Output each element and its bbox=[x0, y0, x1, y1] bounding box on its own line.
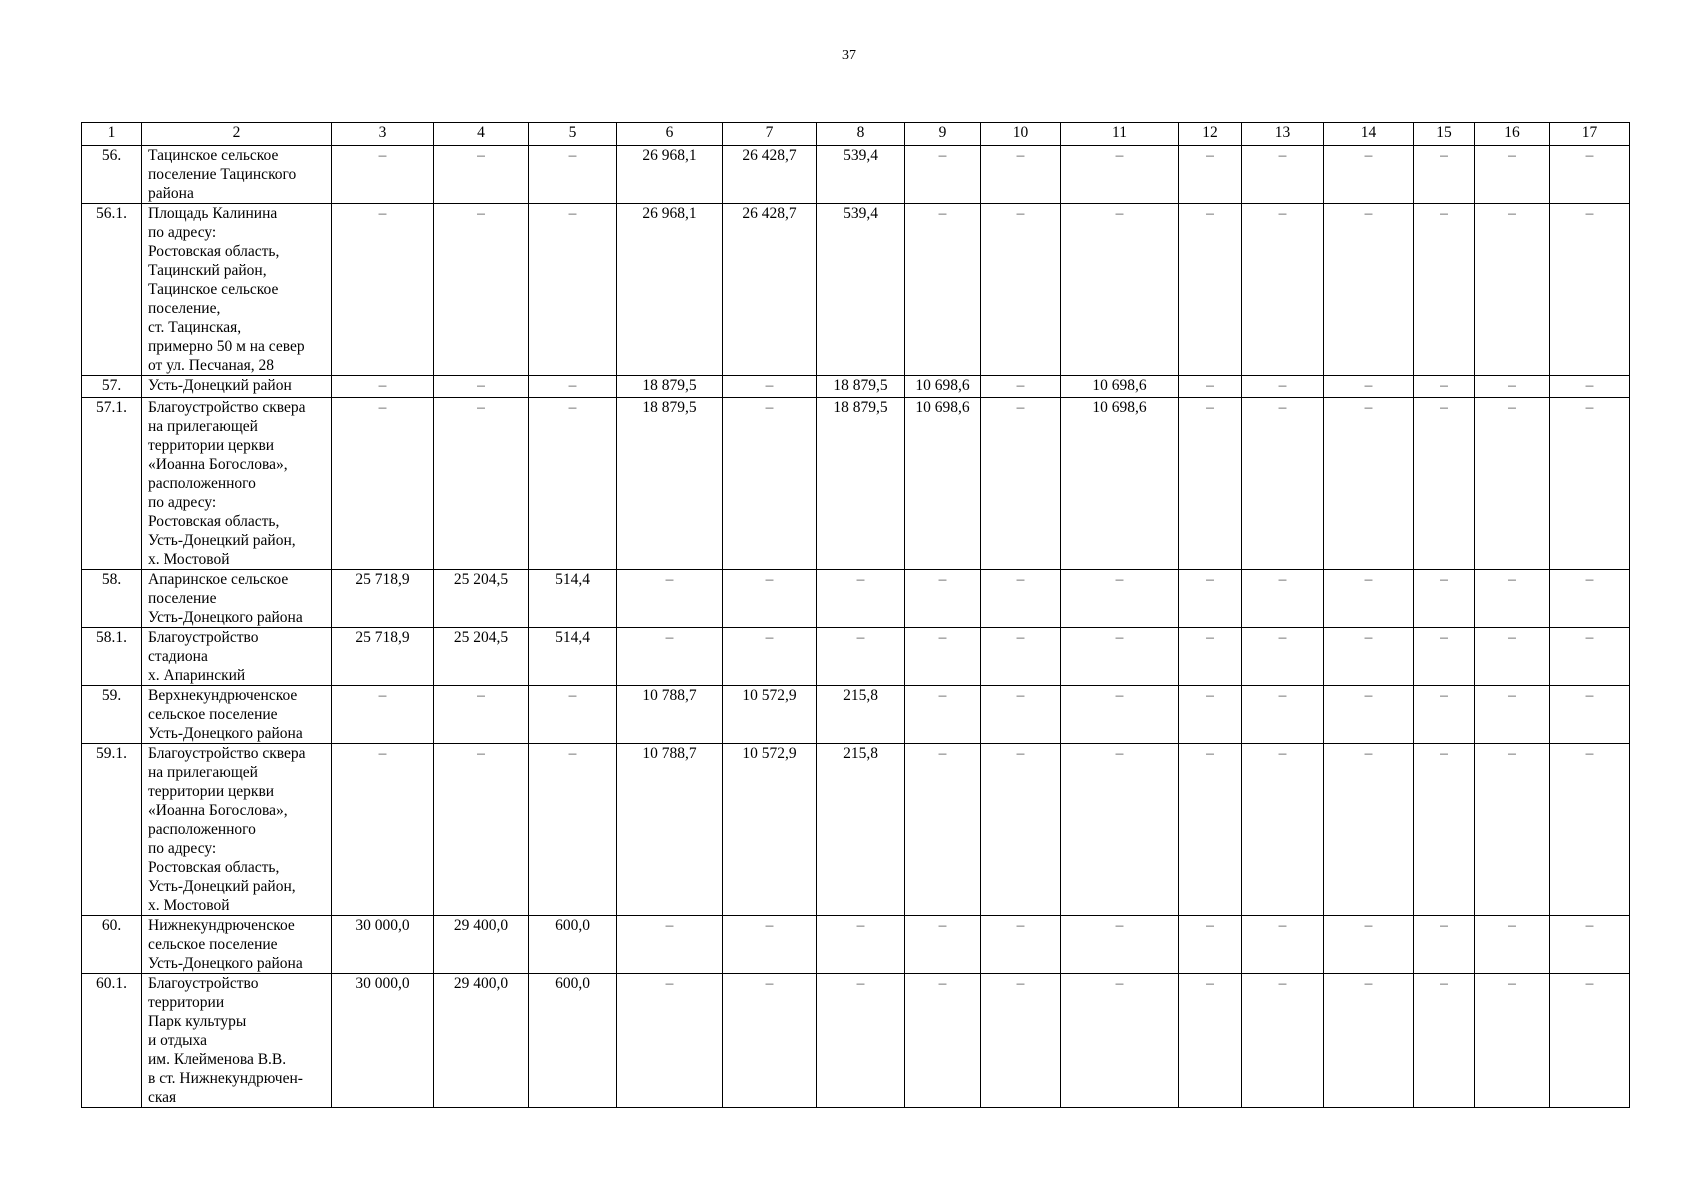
empty-value-cell: – bbox=[905, 916, 981, 974]
row-number-cell: 57.1. bbox=[82, 398, 142, 570]
row-name-line: Усть-Донецкий район bbox=[148, 377, 292, 394]
empty-value-cell: – bbox=[723, 398, 817, 570]
column-number-cell: 14 bbox=[1324, 123, 1414, 146]
row-name-line: Усть-Донецкого района bbox=[148, 955, 303, 972]
row-name-line: х. Мостовой bbox=[148, 897, 230, 914]
row-name-line: территории церкви bbox=[148, 437, 275, 454]
table-row bbox=[82, 570, 1630, 628]
empty-value-cell: – bbox=[817, 570, 905, 628]
empty-value-cell: – bbox=[529, 204, 617, 376]
empty-value-cell: – bbox=[332, 686, 434, 744]
empty-value-cell: – bbox=[1061, 146, 1179, 204]
row-name-line: от ул. Песчаная, 28 bbox=[148, 357, 275, 374]
empty-value-cell: – bbox=[434, 398, 529, 570]
empty-value-cell: – bbox=[434, 204, 529, 376]
empty-value-cell: – bbox=[332, 146, 434, 204]
empty-value-cell: – bbox=[1242, 146, 1324, 204]
value-cell: 10 698,6 bbox=[905, 376, 981, 398]
empty-value-cell: – bbox=[1324, 570, 1414, 628]
value-cell: 18 879,5 bbox=[817, 398, 905, 570]
row-name-line: поселение, bbox=[148, 300, 221, 317]
value-cell: 10 788,7 bbox=[617, 744, 723, 916]
row-name-line: х. Апаринский bbox=[148, 667, 246, 684]
empty-value-cell: – bbox=[1414, 398, 1475, 570]
row-name-line: х. Мостовой bbox=[148, 551, 230, 568]
empty-value-cell: – bbox=[905, 570, 981, 628]
value-cell: 539,4 bbox=[817, 204, 905, 376]
row-name-cell bbox=[142, 376, 332, 398]
empty-value-cell: – bbox=[1475, 570, 1550, 628]
empty-value-cell: – bbox=[1475, 686, 1550, 744]
empty-value-cell: – bbox=[434, 146, 529, 204]
row-name-line: сельское поселение bbox=[148, 936, 278, 953]
empty-value-cell: – bbox=[1179, 376, 1242, 398]
empty-value-cell: – bbox=[817, 974, 905, 1108]
empty-value-cell: – bbox=[1550, 376, 1630, 398]
empty-value-cell: – bbox=[1242, 916, 1324, 974]
row-name-line: ская bbox=[148, 1089, 177, 1106]
row-name-line: Верхнекундрюченское bbox=[148, 687, 298, 704]
table-row bbox=[82, 376, 1630, 398]
row-name-line: территории церкви bbox=[148, 783, 275, 800]
row-name-line: Благоустройство сквера bbox=[148, 399, 306, 416]
empty-value-cell: – bbox=[1242, 744, 1324, 916]
column-number-cell: 2 bbox=[142, 123, 332, 146]
value-cell: 29 400,0 bbox=[434, 916, 529, 974]
empty-value-cell: – bbox=[1061, 974, 1179, 1108]
empty-value-cell: – bbox=[1179, 686, 1242, 744]
empty-value-cell: – bbox=[1475, 744, 1550, 916]
row-number-cell: 56.1. bbox=[82, 204, 142, 376]
value-cell: 25 718,9 bbox=[332, 570, 434, 628]
table-row bbox=[82, 146, 1630, 204]
value-cell: 18 879,5 bbox=[817, 376, 905, 398]
row-number-cell: 58. bbox=[82, 570, 142, 628]
column-number-cell: 1 bbox=[82, 123, 142, 146]
value-cell: 10 572,9 bbox=[723, 686, 817, 744]
value-cell: 10 698,6 bbox=[1061, 398, 1179, 570]
empty-value-cell: – bbox=[723, 974, 817, 1108]
column-number-cell: 9 bbox=[905, 123, 981, 146]
empty-value-cell: – bbox=[817, 628, 905, 686]
table-row bbox=[82, 686, 1630, 744]
empty-value-cell: – bbox=[529, 146, 617, 204]
empty-value-cell: – bbox=[1414, 628, 1475, 686]
empty-value-cell: – bbox=[1475, 204, 1550, 376]
row-name-cell bbox=[142, 628, 332, 686]
empty-value-cell: – bbox=[1414, 570, 1475, 628]
empty-value-cell: – bbox=[1179, 974, 1242, 1108]
empty-value-cell: – bbox=[1179, 570, 1242, 628]
column-number-cell: 15 bbox=[1414, 123, 1475, 146]
empty-value-cell: – bbox=[1061, 204, 1179, 376]
row-name-line: поселение bbox=[148, 590, 217, 607]
empty-value-cell: – bbox=[905, 686, 981, 744]
empty-value-cell: – bbox=[817, 916, 905, 974]
row-name-line: «Иоанна Богослова», bbox=[148, 456, 288, 473]
column-number-cell: 13 bbox=[1242, 123, 1324, 146]
row-name-line: и отдыха bbox=[148, 1032, 208, 1049]
empty-value-cell: – bbox=[981, 146, 1061, 204]
row-name-line: по адресу: bbox=[148, 224, 217, 241]
value-cell: 26 428,7 bbox=[723, 146, 817, 204]
empty-value-cell: – bbox=[981, 628, 1061, 686]
value-cell: 25 718,9 bbox=[332, 628, 434, 686]
empty-value-cell: – bbox=[1242, 974, 1324, 1108]
empty-value-cell: – bbox=[723, 916, 817, 974]
budget-table bbox=[81, 122, 1630, 1108]
row-number-cell: 60. bbox=[82, 916, 142, 974]
empty-value-cell: – bbox=[1242, 628, 1324, 686]
row-number-cell: 56. bbox=[82, 146, 142, 204]
empty-value-cell: – bbox=[905, 744, 981, 916]
row-number-cell: 59.1. bbox=[82, 744, 142, 916]
row-name-line: Апаринское сельское bbox=[148, 571, 289, 588]
empty-value-cell: – bbox=[1242, 376, 1324, 398]
empty-value-cell: – bbox=[1061, 916, 1179, 974]
empty-value-cell: – bbox=[434, 376, 529, 398]
empty-value-cell: – bbox=[1550, 204, 1630, 376]
empty-value-cell: – bbox=[981, 744, 1061, 916]
column-number-cell: 11 bbox=[1061, 123, 1179, 146]
empty-value-cell: – bbox=[1324, 376, 1414, 398]
row-number-cell: 58.1. bbox=[82, 628, 142, 686]
empty-value-cell: – bbox=[905, 974, 981, 1108]
empty-value-cell: – bbox=[529, 398, 617, 570]
value-cell: 26 428,7 bbox=[723, 204, 817, 376]
row-name-line: Благоустройство bbox=[148, 975, 259, 992]
empty-value-cell: – bbox=[1475, 376, 1550, 398]
row-name-cell bbox=[142, 744, 332, 916]
empty-value-cell: – bbox=[529, 744, 617, 916]
empty-value-cell: – bbox=[1475, 628, 1550, 686]
empty-value-cell: – bbox=[981, 398, 1061, 570]
empty-value-cell: – bbox=[1550, 916, 1630, 974]
value-cell: 25 204,5 bbox=[434, 570, 529, 628]
column-number-row bbox=[82, 123, 1630, 146]
row-name-line: на прилегающей bbox=[148, 764, 258, 781]
value-cell: 10 698,6 bbox=[1061, 376, 1179, 398]
value-cell: 215,8 bbox=[817, 744, 905, 916]
empty-value-cell: – bbox=[1061, 628, 1179, 686]
empty-value-cell: – bbox=[723, 628, 817, 686]
value-cell: 30 000,0 bbox=[332, 916, 434, 974]
table-row bbox=[82, 916, 1630, 974]
empty-value-cell: – bbox=[1324, 916, 1414, 974]
empty-value-cell: – bbox=[981, 686, 1061, 744]
empty-value-cell: – bbox=[1550, 146, 1630, 204]
row-name-cell bbox=[142, 398, 332, 570]
empty-value-cell: – bbox=[1414, 686, 1475, 744]
column-number-cell: 17 bbox=[1550, 123, 1630, 146]
row-name-line: им. Клейменова В.В. bbox=[148, 1051, 287, 1068]
empty-value-cell: – bbox=[529, 376, 617, 398]
table-row bbox=[82, 204, 1630, 376]
empty-value-cell: – bbox=[1550, 398, 1630, 570]
table-row bbox=[82, 744, 1630, 916]
value-cell: 215,8 bbox=[817, 686, 905, 744]
value-cell: 10 572,9 bbox=[723, 744, 817, 916]
empty-value-cell: – bbox=[1550, 628, 1630, 686]
empty-value-cell: – bbox=[332, 398, 434, 570]
row-name-line: Усть-Донецкого района bbox=[148, 609, 303, 626]
empty-value-cell: – bbox=[1324, 974, 1414, 1108]
empty-value-cell: – bbox=[617, 916, 723, 974]
row-name-line: территории bbox=[148, 994, 225, 1011]
row-name-line: поселение Тацинского bbox=[148, 166, 297, 183]
row-name-line: района bbox=[148, 185, 194, 202]
empty-value-cell: – bbox=[1414, 974, 1475, 1108]
table-row bbox=[82, 628, 1630, 686]
value-cell: 26 968,1 bbox=[617, 204, 723, 376]
empty-value-cell: – bbox=[1324, 146, 1414, 204]
table-row bbox=[82, 974, 1630, 1108]
empty-value-cell: – bbox=[981, 916, 1061, 974]
empty-value-cell: – bbox=[1324, 398, 1414, 570]
value-cell: 10 788,7 bbox=[617, 686, 723, 744]
empty-value-cell: – bbox=[981, 204, 1061, 376]
column-number-cell: 5 bbox=[529, 123, 617, 146]
column-number-cell: 6 bbox=[617, 123, 723, 146]
row-name-line: на прилегающей bbox=[148, 418, 258, 435]
value-cell: 514,4 bbox=[529, 570, 617, 628]
empty-value-cell: – bbox=[1414, 146, 1475, 204]
empty-value-cell: – bbox=[1242, 204, 1324, 376]
row-number-cell: 60.1. bbox=[82, 974, 142, 1108]
empty-value-cell: – bbox=[905, 628, 981, 686]
column-number-cell: 12 bbox=[1179, 123, 1242, 146]
column-number-cell: 3 bbox=[332, 123, 434, 146]
empty-value-cell: – bbox=[981, 376, 1061, 398]
value-cell: 29 400,0 bbox=[434, 974, 529, 1108]
table-row bbox=[82, 398, 1630, 570]
empty-value-cell: – bbox=[1242, 570, 1324, 628]
empty-value-cell: – bbox=[1475, 398, 1550, 570]
empty-value-cell: – bbox=[1061, 570, 1179, 628]
empty-value-cell: – bbox=[617, 570, 723, 628]
empty-value-cell: – bbox=[332, 376, 434, 398]
row-name-cell bbox=[142, 146, 332, 204]
empty-value-cell: – bbox=[1324, 686, 1414, 744]
value-cell: 600,0 bbox=[529, 974, 617, 1108]
empty-value-cell: – bbox=[434, 744, 529, 916]
column-number-cell: 4 bbox=[434, 123, 529, 146]
column-number-cell: 7 bbox=[723, 123, 817, 146]
empty-value-cell: – bbox=[332, 744, 434, 916]
empty-value-cell: – bbox=[1179, 744, 1242, 916]
empty-value-cell: – bbox=[1550, 686, 1630, 744]
empty-value-cell: – bbox=[434, 686, 529, 744]
value-cell: 18 879,5 bbox=[617, 398, 723, 570]
empty-value-cell: – bbox=[529, 686, 617, 744]
row-name-line: ст. Тацинская, bbox=[148, 319, 242, 336]
value-cell: 514,4 bbox=[529, 628, 617, 686]
empty-value-cell: – bbox=[1324, 204, 1414, 376]
empty-value-cell: – bbox=[905, 204, 981, 376]
row-name-line: Усть-Донецкий район, bbox=[148, 878, 296, 895]
value-cell: 30 000,0 bbox=[332, 974, 434, 1108]
row-name-line: Парк культуры bbox=[148, 1013, 247, 1030]
row-name-line: «Иоанна Богослова», bbox=[148, 802, 288, 819]
row-name-line: Усть-Донецкий район, bbox=[148, 532, 296, 549]
empty-value-cell: – bbox=[1414, 916, 1475, 974]
empty-value-cell: – bbox=[1179, 628, 1242, 686]
empty-value-cell: – bbox=[1179, 916, 1242, 974]
empty-value-cell: – bbox=[1179, 204, 1242, 376]
empty-value-cell: – bbox=[1179, 146, 1242, 204]
row-name-line: Благоустройство bbox=[148, 629, 259, 646]
column-number-cell: 10 bbox=[981, 123, 1061, 146]
empty-value-cell: – bbox=[1324, 628, 1414, 686]
page-number: 37 bbox=[842, 48, 856, 63]
empty-value-cell: – bbox=[1414, 376, 1475, 398]
empty-value-cell: – bbox=[1475, 146, 1550, 204]
row-name-cell bbox=[142, 570, 332, 628]
row-name-line: Ростовская область, bbox=[148, 513, 280, 530]
value-cell: 26 968,1 bbox=[617, 146, 723, 204]
empty-value-cell: – bbox=[1414, 744, 1475, 916]
empty-value-cell: – bbox=[981, 570, 1061, 628]
row-name-cell bbox=[142, 204, 332, 376]
empty-value-cell: – bbox=[1061, 744, 1179, 916]
empty-value-cell: – bbox=[1179, 398, 1242, 570]
empty-value-cell: – bbox=[1242, 686, 1324, 744]
row-number-cell: 57. bbox=[82, 376, 142, 398]
empty-value-cell: – bbox=[1061, 686, 1179, 744]
row-name-cell bbox=[142, 974, 332, 1108]
row-name-line: по адресу: bbox=[148, 840, 217, 857]
row-name-line: Благоустройство сквера bbox=[148, 745, 306, 762]
empty-value-cell: – bbox=[1550, 570, 1630, 628]
value-cell: 539,4 bbox=[817, 146, 905, 204]
column-number-cell: 16 bbox=[1475, 123, 1550, 146]
empty-value-cell: – bbox=[723, 570, 817, 628]
empty-value-cell: – bbox=[332, 204, 434, 376]
row-name-line: расположенного bbox=[148, 475, 256, 492]
empty-value-cell: – bbox=[905, 146, 981, 204]
row-name-cell bbox=[142, 916, 332, 974]
empty-value-cell: – bbox=[1414, 204, 1475, 376]
value-cell: 25 204,5 bbox=[434, 628, 529, 686]
row-name-line: примерно 50 м на север bbox=[148, 338, 305, 355]
empty-value-cell: – bbox=[1324, 744, 1414, 916]
row-name-line: Нижнекундрюченское bbox=[148, 917, 295, 934]
empty-value-cell: – bbox=[617, 974, 723, 1108]
value-cell: 10 698,6 bbox=[905, 398, 981, 570]
row-name-line: сельское поселение bbox=[148, 706, 278, 723]
empty-value-cell: – bbox=[1475, 974, 1550, 1108]
column-number-cell: 8 bbox=[817, 123, 905, 146]
empty-value-cell: – bbox=[1242, 398, 1324, 570]
empty-value-cell: – bbox=[617, 628, 723, 686]
value-cell: 18 879,5 bbox=[617, 376, 723, 398]
value-cell: 600,0 bbox=[529, 916, 617, 974]
row-name-line: по адресу: bbox=[148, 494, 217, 511]
empty-value-cell: – bbox=[723, 376, 817, 398]
row-name-line: расположенного bbox=[148, 821, 256, 838]
row-name-line: стадиона bbox=[148, 648, 208, 665]
row-name-line: Тацинский район, bbox=[148, 262, 267, 279]
row-name-cell bbox=[142, 686, 332, 744]
row-name-line: в ст. Нижнекундрючен- bbox=[148, 1070, 303, 1087]
empty-value-cell: – bbox=[981, 974, 1061, 1108]
row-name-line: Площадь Калинина bbox=[148, 205, 278, 222]
empty-value-cell: – bbox=[1475, 916, 1550, 974]
row-name-line: Тацинское сельское bbox=[148, 281, 279, 298]
row-name-line: Тацинское сельское bbox=[148, 147, 279, 164]
row-number-cell: 59. bbox=[82, 686, 142, 744]
empty-value-cell: – bbox=[1550, 744, 1630, 916]
row-name-line: Усть-Донецкого района bbox=[148, 725, 303, 742]
empty-value-cell: – bbox=[1550, 974, 1630, 1108]
row-name-line: Ростовская область, bbox=[148, 859, 280, 876]
row-name-line: Ростовская область, bbox=[148, 243, 280, 260]
